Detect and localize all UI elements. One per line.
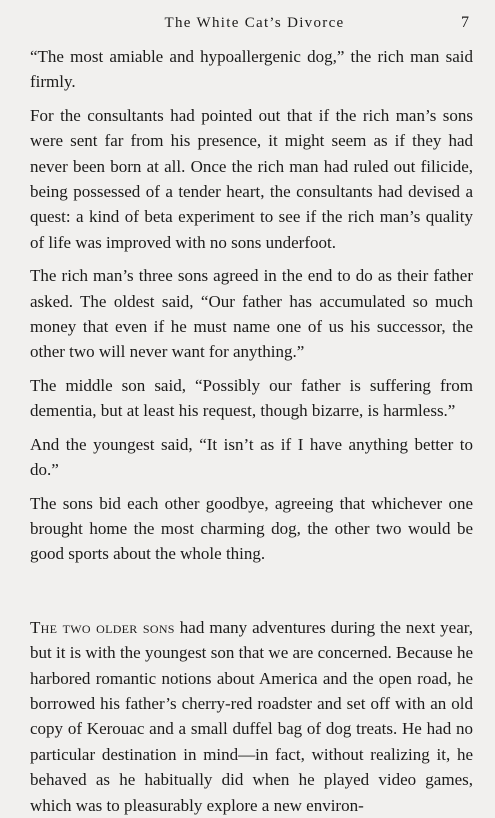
page-number: 7 bbox=[461, 14, 469, 31]
paragraph: And the youngest said, “It isn’t as if I have anything better to do.” bbox=[30, 434, 473, 480]
section-break bbox=[30, 575, 473, 615]
paragraph: “The most amiable and hypoallergenic dog,” the rich man said firmly. bbox=[30, 47, 473, 92]
section-text: had many adventures during the next year, but it is with the youngest son that we are concerned. Because he harbored romantic notions about America and the open road, he borrowed his father’s cherry-red roadster and set off with an old copy of Kerouac and a small duffel bag of dog treats. He had no particular destination in mind—in fact, without realizing it, he behaved as he habitually did when he played video games, which was to pleasurably explore a new environ- bbox=[30, 617, 474, 815]
section-paragraph bbox=[30, 615, 473, 818]
small-caps-lead-in: The two older sons bbox=[30, 617, 175, 637]
paragraph: The middle son said, “Possibly our father is suffering from dementia, but at least his request, though bizarre, is harmless.” bbox=[30, 375, 473, 421]
page-header bbox=[30, 14, 473, 38]
paragraph: The rich man’s three sons agreed in the end to do as their father asked. The oldest said, “Our father has accumulated so much money that even if he must name one of us his successor, the other two will never want for anything.” bbox=[30, 266, 473, 362]
paragraph: For the consultants had pointed out that if the rich man’s sons were sent far from his presence, it might seem as if they had never been born at all. Once the rich man had ruled out filicide, being possessed of a tender heart, the consultants had devised a quest: a kind of beta experiment to see if the rich man’s quality of life was improved with no sons underfoot. bbox=[30, 105, 473, 252]
page-body bbox=[30, 44, 473, 818]
running-title: The White Cat’s Divorce bbox=[164, 15, 345, 31]
paragraph: The sons bid each other goodbye, agreeing that whichever one brought home the most charming dog, the other two would be good sports about the whole thing. bbox=[30, 493, 473, 564]
